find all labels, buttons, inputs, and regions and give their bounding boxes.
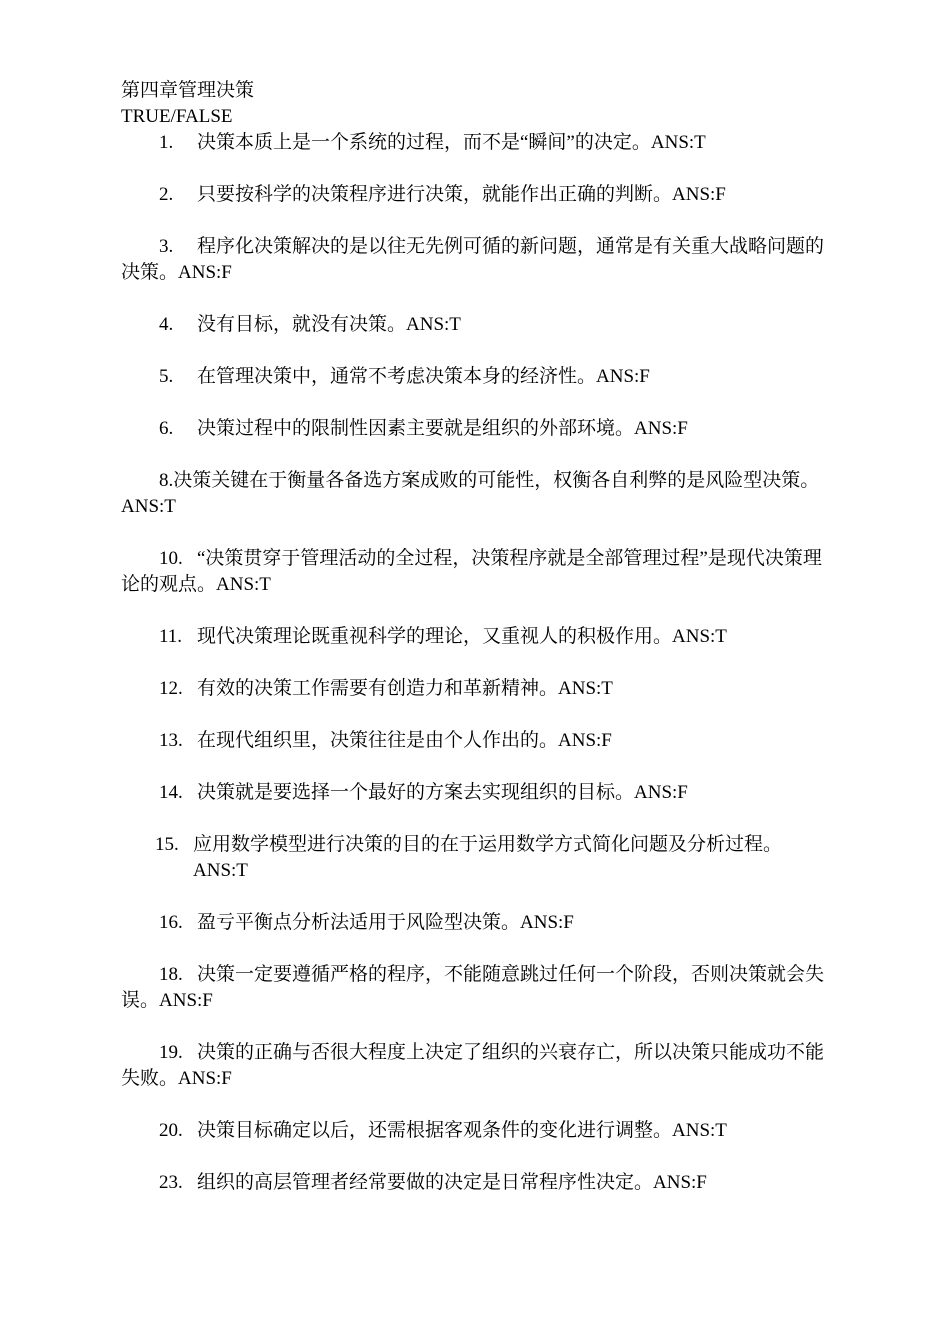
question-item xyxy=(121,130,827,156)
question-number: 16. xyxy=(159,912,183,933)
chapter-title: 第四章管理决策 xyxy=(121,80,255,101)
question-text: 在管理决策中，通常不考虑决策本身的经济性。 xyxy=(197,366,597,387)
question-answer: ANS:F xyxy=(596,366,650,387)
question-number: 4. xyxy=(159,314,174,335)
question-answer: ANS:F xyxy=(178,1068,232,1089)
question-item xyxy=(121,364,827,390)
question-number: 10. xyxy=(159,548,183,569)
question-answer: ANS:T xyxy=(216,574,271,595)
document-page xyxy=(121,78,827,1222)
question-answer: ANS:F xyxy=(159,990,213,1011)
question-answer: ANS:F xyxy=(558,730,612,751)
question-list xyxy=(121,130,827,1196)
question-text: 决策目标确定以后，还需根据客观条件的变化进行调整。 xyxy=(197,1120,673,1141)
question-item xyxy=(121,1118,827,1144)
question-answer: ANS:T xyxy=(558,678,613,699)
question-text: 在现代组织里，决策往往是由个人作出的。 xyxy=(197,730,559,751)
question-number: 11. xyxy=(159,626,183,647)
question-number: 14. xyxy=(159,782,183,803)
question-text: 决策过程中的限制性因素主要就是组织的外部环境。 xyxy=(197,418,635,439)
question-item xyxy=(121,546,827,598)
question-item xyxy=(121,780,827,806)
question-answer: ANS:T xyxy=(672,1120,727,1141)
question-item xyxy=(121,910,827,936)
question-number: 2. xyxy=(159,184,174,205)
question-number: 13. xyxy=(159,730,183,751)
question-number: 23. xyxy=(159,1172,183,1193)
question-number: 19. xyxy=(159,1042,183,1063)
question-answer: ANS:T xyxy=(121,496,176,517)
question-number: 3. xyxy=(159,236,174,257)
question-text: 现代决策理论既重视科学的理论，又重视人的积极作用。 xyxy=(197,626,673,647)
question-text: 决策就是要选择一个最好的方案去实现组织的目标。 xyxy=(197,782,635,803)
question-item xyxy=(121,676,827,702)
question-number: 8. xyxy=(159,470,174,491)
question-number: 12. xyxy=(159,678,183,699)
question-item xyxy=(121,1040,827,1092)
question-text: 有效的决策工作需要有创造力和革新精神。 xyxy=(197,678,559,699)
question-number: 1. xyxy=(159,132,174,153)
question-item xyxy=(121,1170,827,1196)
question-number: 15. xyxy=(155,834,179,855)
question-item xyxy=(121,234,827,286)
question-text: “决策贯穿于管理活动的全过程，决策程序就是全部管理过程”是现代决策理论的观点。 xyxy=(121,548,822,595)
question-item xyxy=(121,832,827,884)
question-number: 20. xyxy=(159,1120,183,1141)
question-item xyxy=(121,468,827,520)
question-text: 只要按科学的决策程序进行决策，就能作出正确的判断。 xyxy=(197,184,673,205)
question-text: 组织的高层管理者经常要做的决定是日常程序性决定。 xyxy=(197,1172,654,1193)
question-number: 18. xyxy=(159,964,183,985)
question-answer: ANS:F xyxy=(634,782,688,803)
question-item xyxy=(121,728,827,754)
question-text: 决策的正确与否很大程度上决定了组织的兴衰存亡，所以决策只能成功不能失败。 xyxy=(121,1042,825,1089)
question-item xyxy=(121,416,827,442)
section-label: TRUE/FALSE xyxy=(121,106,233,127)
question-item xyxy=(121,182,827,208)
question-answer: ANS:F xyxy=(178,262,232,283)
question-answer: ANS:T xyxy=(193,860,248,881)
question-item xyxy=(121,624,827,650)
question-answer: ANS:T xyxy=(406,314,461,335)
question-answer: ANS:F xyxy=(520,912,574,933)
question-answer: ANS:F xyxy=(653,1172,707,1193)
question-number: 6. xyxy=(159,418,174,439)
question-answer: ANS:T xyxy=(650,132,706,153)
question-text: 决策一定要遵循严格的程序，不能随意跳过任何一个阶段，否则决策就会失误。 xyxy=(121,964,825,1011)
question-text: 程序化决策解决的是以往无先例可循的新问题，通常是有关重大战略问题的决策。 xyxy=(121,236,825,283)
question-text: 没有目标，就没有决策。 xyxy=(197,314,407,335)
question-text: 应用数学模型进行决策的目的在于运用数学方式简化问题及分析过程。 xyxy=(193,834,783,855)
question-text: 决策关键在于衡量各备选方案成败的可能性，权衡各自利弊的是风险型决策。 xyxy=(173,470,820,491)
question-text: 决策本质上是一个系统的过程，而不是“瞬间”的决定。 xyxy=(197,132,651,153)
question-number: 5. xyxy=(159,366,174,387)
question-text: 盈亏平衡点分析法适用于风险型决策。 xyxy=(197,912,521,933)
question-answer: ANS:T xyxy=(672,626,727,647)
question-answer: ANS:F xyxy=(634,418,688,439)
question-item xyxy=(121,312,827,338)
question-answer: ANS:F xyxy=(672,184,726,205)
question-item xyxy=(121,962,827,1014)
